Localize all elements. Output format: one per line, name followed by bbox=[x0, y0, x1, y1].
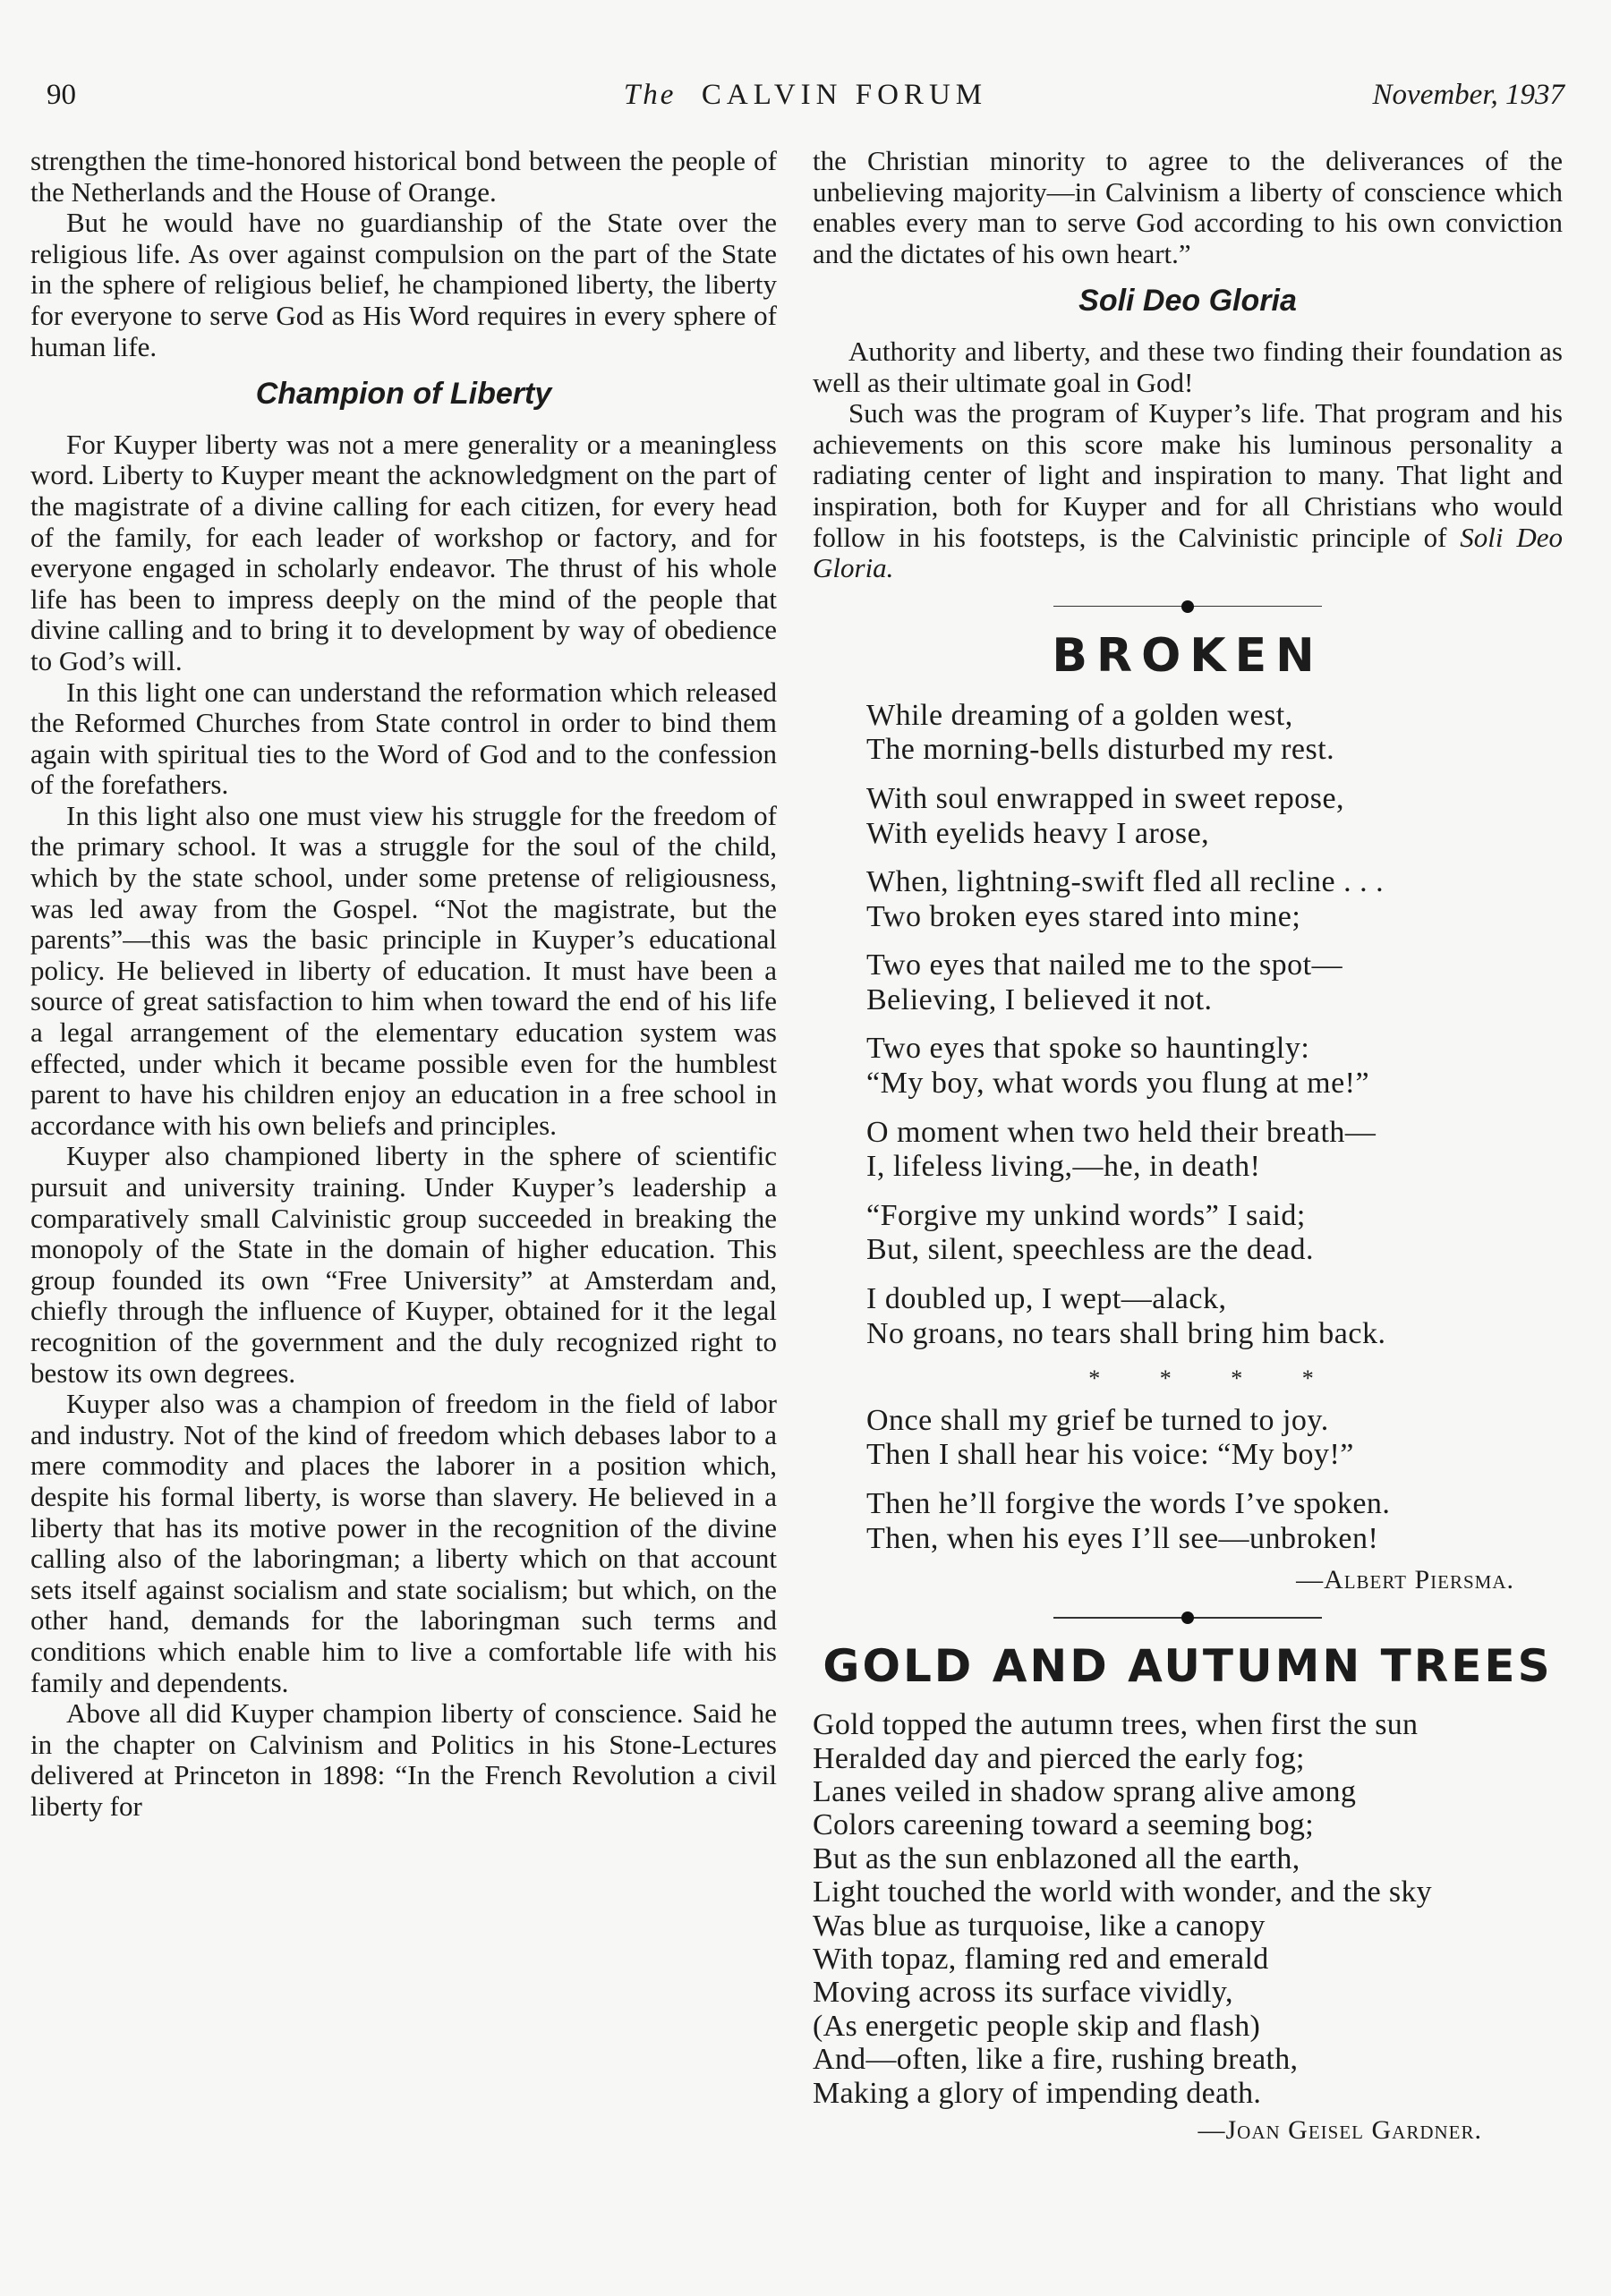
stanza bbox=[866, 1487, 1563, 1556]
poem-line: When, lightning-swift fled all recline . . . bbox=[866, 865, 1385, 899]
poem-line: And—often, like a fire, rushing breath, bbox=[813, 2043, 1299, 2077]
journal-title-name: CALVIN FORUM bbox=[701, 79, 988, 111]
poem-line: Then he’ll forgive the words I’ve spoken. bbox=[866, 1487, 1391, 1520]
right-column-prose bbox=[813, 146, 1563, 584]
stanza bbox=[866, 1116, 1563, 1185]
divider-ornament bbox=[1053, 597, 1322, 617]
poem-line: O moment when two held their breath— bbox=[866, 1115, 1377, 1149]
poem-line: Making a glory of impending death. bbox=[813, 2076, 1262, 2110]
poem-line: While dreaming of a golden west, bbox=[866, 698, 1293, 732]
section-heading-champion-of-liberty: Champion of Liberty bbox=[255, 377, 552, 412]
poem-line: But as the sun enblazoned all the earth, bbox=[813, 1841, 1300, 1875]
poem-title-broken: BROKEN bbox=[1052, 628, 1324, 683]
poem-line: Believing, I believed it not. bbox=[866, 982, 1213, 1016]
journal-title-the: The bbox=[623, 79, 677, 111]
paragraph: the Christian minority to agree to the deliverances of the unbelieving majority—in Calvinism a liberty of conscience which enables every man to serve God according to his own conviction and the dictates of his own heart.” bbox=[813, 146, 1563, 269]
divider-ornament bbox=[1053, 1608, 1322, 1628]
issue-date: November, 1937 bbox=[1372, 79, 1564, 111]
poem-line: Was blue as turquoise, like a canopy bbox=[813, 1909, 1266, 1943]
paragraph: But he would have no guardianship of the State over the religious life. As over against compulsion on the part of the State in the sphere of religious belief, he championed liberty, the liberty for everyone to serve God as His Word requires in every sphere of human life. bbox=[30, 207, 777, 362]
paragraph: strengthen the time-honored historical bond between the people of the Netherlands and the House of Orange. bbox=[30, 146, 777, 208]
asterisk-separator: * * * * bbox=[1088, 1365, 1341, 1392]
right-column bbox=[813, 146, 1563, 2240]
paragraph: Kuyper also was a champion of freedom in the field of labor and industry. Not of the kind of freedom which debases labor to a mere commodity and places the laborer in a position which, despite his formal liberty, is worse than slavery. He believed in a liberty that has its motive power in the recognition of the divine calling also of the laboringman; a liberty which on that account sets itself against socialism and state socialism; but which, on the other hand, demands for the laboringman such terms and conditions which enable him to live a comfortable life with his family and dependents. bbox=[30, 1388, 777, 1698]
journal-title bbox=[47, 79, 1564, 112]
poem-line: I, lifeless living,—he, in death! bbox=[866, 1150, 1261, 1184]
stanza bbox=[866, 948, 1563, 1017]
poem-line: Two eyes that spoke so hauntingly: bbox=[866, 1032, 1310, 1066]
poem-broken bbox=[866, 699, 1563, 1556]
poem-line: Heralded day and pierced the early fog; bbox=[813, 1741, 1305, 1775]
stanza bbox=[866, 1282, 1563, 1351]
paragraph: Above all did Kuyper champion liberty of conscience. Said he in the chapter on Calvinism and Politics in his Stone-Lectures delivered at Princeton in 1898: “In the French Revolution a civil liberty for bbox=[30, 1697, 777, 1822]
stanza bbox=[866, 1199, 1563, 1268]
paragraph: For Kuyper liberty was not a mere generality or a meaningless word. Liberty to Kuyper meant the acknowledgment on the part of the magistrate of a divine calling for each citizen, for every head of the family, for each leader of workshop or factory, and for everyone engaged in scholarly endeavor. The thrust of his whole life has been to impress deeply on the mind of the people that divine calling and to bring it to development by way of obedience to God’s will. bbox=[30, 428, 777, 676]
paragraph: In this light also one must view his struggle for the freedom of the primary school. It was a struggle for the soul of the child, which by the state school, under some pretense of religiousness, was led away from the Gospel. “Not the magistrate, but the parents”—this was the basic principle in Kuyper’s educational policy. He believed in liberty of education. It must have been a source of great satisfaction to him when toward the end of his life a legal arrangement of the elementary education system was effected, under which it became possible even for the humblest parent to have his children enjoy an education in a free school in accordance with his own beliefs and principles. bbox=[30, 799, 777, 1141]
paragraph-text: Such was the program of Kuyper’s life. That program and his achievements on this score make his luminous personality a radiating center of light and inspiration to many. That light and inspiration, both for Kuyper and for all Christians who would follow in his footsteps, is the Calvinistic principle of bbox=[813, 397, 1563, 553]
poem-line: But, silent, speechless are the dead. bbox=[866, 1233, 1315, 1267]
poem-line: Colors careening toward a seeming bog; bbox=[813, 1808, 1314, 1842]
stanza bbox=[866, 1404, 1563, 1473]
section-heading-soli-deo-gloria: Soli Deo Gloria bbox=[1078, 284, 1297, 319]
paragraph bbox=[813, 398, 1563, 584]
poem-line: With eyelids heavy I arose, bbox=[866, 816, 1210, 850]
left-column bbox=[30, 146, 777, 2204]
stanza bbox=[866, 865, 1563, 934]
poem-author-broken: —Albert Piersma. bbox=[1296, 1565, 1514, 1595]
bullet-icon bbox=[1181, 1611, 1194, 1624]
poem-line: Lanes veiled in shadow sprang alive among bbox=[813, 1775, 1357, 1808]
page-header bbox=[47, 79, 1564, 123]
poem-line: “Forgive my unkind words” I said; bbox=[866, 1198, 1306, 1232]
poem-author-gold-and-autumn-trees: —Joan Geisel Gardner. bbox=[1198, 2115, 1482, 2146]
paragraph: Kuyper also championed liberty in the sphere of scientific pursuit and university training. Under Kuyper’s leadership a comparatively small Calvinistic group succeeded in breaking the monopoly of the State in the domain of higher education. This group founded its own “Free University” at Amsterdam and, chiefly through the influence of Kuyper, obtained for it the legal recognition of the government and the duly recognized right to bestow its own degrees. bbox=[30, 1140, 777, 1389]
poem-line: Then I shall hear his voice: “My boy!” bbox=[866, 1438, 1354, 1472]
stanza bbox=[866, 782, 1563, 851]
page-number: 90 bbox=[47, 79, 76, 111]
stanza bbox=[866, 1032, 1563, 1101]
poem-line: With topaz, flaming red and emerald bbox=[813, 1943, 1269, 1977]
poem-line: Once shall my grief be turned to joy. bbox=[866, 1403, 1329, 1437]
paragraph: Authority and liberty, and these two finding their foundation as well as their ultimate goal in God! bbox=[813, 335, 1563, 398]
poem-line: No groans, no tears shall bring him back. bbox=[866, 1316, 1386, 1350]
paragraph: In this light one can understand the reformation which released the Reformed Churches from State control in order to bind them again with spiritual ties to the Word of God and to the confession of the forefathers. bbox=[30, 676, 777, 801]
poem-title-gold-and-autumn-trees: GOLD AND AUTUMN TREES bbox=[823, 1640, 1553, 1693]
poem-line: (As energetic people skip and flash) bbox=[813, 2009, 1261, 2043]
poem-line: Two broken eyes stared into mine; bbox=[866, 899, 1301, 933]
poem-line: With soul enwrapped in sweet repose, bbox=[866, 781, 1345, 815]
poem-line: Then, when his eyes I’ll see—unbroken! bbox=[866, 1521, 1379, 1555]
poem-gold-and-autumn-trees bbox=[813, 1708, 1563, 2110]
paragraph-italic-text: Soli Deo Gloria. bbox=[813, 521, 1563, 584]
stanza bbox=[866, 699, 1563, 768]
poem-line: Moving across its surface vividly, bbox=[813, 1976, 1233, 2010]
poem-line: Two eyes that nailed me to the spot— bbox=[866, 948, 1343, 982]
poem-line: “My boy, what words you flung at me!” bbox=[866, 1067, 1370, 1101]
poem-line: Light touched the world with wonder, and the sky bbox=[813, 1875, 1432, 1909]
poem-line: The morning-bells disturbed my rest. bbox=[866, 733, 1335, 767]
poem-line: I doubled up, I wept—alack, bbox=[866, 1282, 1227, 1316]
poem-line: Gold topped the autumn trees, when first the sun bbox=[813, 1708, 1419, 1742]
bullet-icon bbox=[1181, 600, 1194, 613]
